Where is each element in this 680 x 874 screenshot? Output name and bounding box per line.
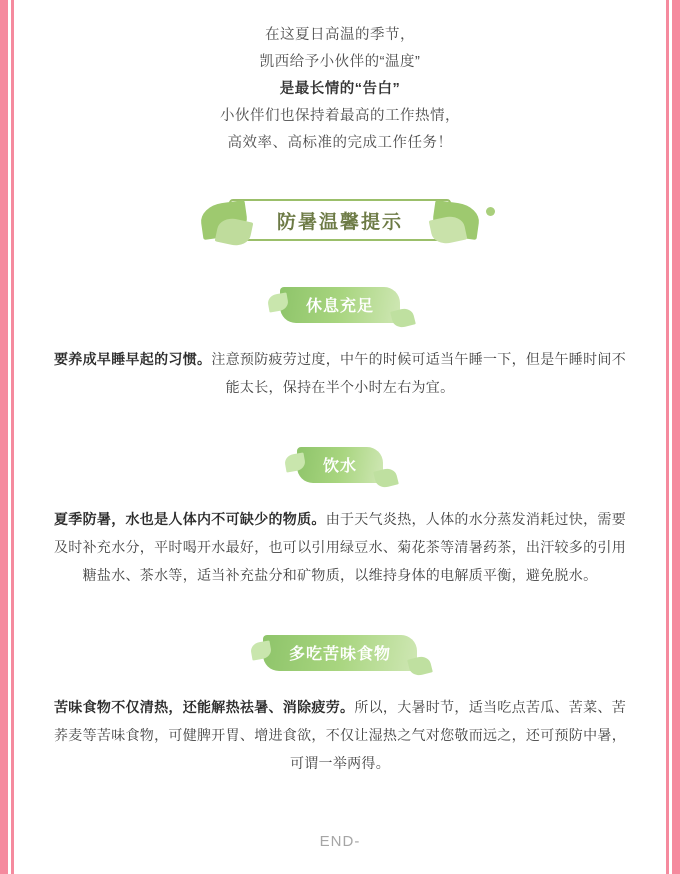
section-body-lead: 苦味食物不仅清热，还能解热祛暑、消除疲劳。 bbox=[54, 699, 355, 715]
section-body-rest: 所以，大暑时节，适当吃点苦瓜、苦菜、苦荞麦等苦味食物，可健脾开胃、增进食欲，不仅让湿热之气对您敬而远之，还可预防中暑，可谓一举两得。 bbox=[54, 699, 627, 771]
section-body bbox=[54, 345, 626, 401]
section-rest bbox=[20, 287, 660, 401]
section-heading-row bbox=[20, 447, 660, 483]
section-body-rest: 注意预防疲劳过度，中午的时候可适当午睡一下，但是午睡时间不能太长，保持在半个小时左右为宜。 bbox=[211, 351, 627, 395]
intro-line: 是最长情的“告白” bbox=[279, 81, 401, 97]
intro-line: 凯西给予小伙伴的“温度” bbox=[259, 54, 421, 70]
section-pill-label: 饮水 bbox=[297, 447, 383, 483]
right-border-inner-line bbox=[669, 0, 672, 874]
right-border-decoration bbox=[666, 0, 680, 874]
intro-line: 在这夏日高温的季节， bbox=[265, 27, 415, 43]
section-body-lead: 要养成早睡早起的习惯。 bbox=[54, 351, 212, 367]
section-pill-label: 休息充足 bbox=[280, 287, 400, 323]
intro-paragraph bbox=[20, 0, 660, 157]
section-body bbox=[54, 505, 626, 589]
banner-title: 防暑温馨提示 bbox=[276, 211, 403, 233]
article-content bbox=[20, 0, 660, 874]
dot-icon bbox=[486, 207, 495, 216]
section-body-rest: 由于天气炎热，人体的水分蒸发消耗过快，需要及时补充水分，平时喝开水最好，也可以引用绿豆水、菊花茶等清暑药茶，出汗较多的引用糖盐水、茶水等，适当补充盐分和矿物质，以维持身体的电解质平衡，避免脱水。 bbox=[54, 511, 627, 583]
banner-box bbox=[229, 199, 451, 241]
section-body-lead: 夏季防暑，水也是人体内不可缺少的物质。 bbox=[54, 511, 326, 527]
section-bitter-food bbox=[20, 635, 660, 777]
main-banner bbox=[20, 199, 660, 241]
intro-line: 高效率、高标准的完成工作任务！ bbox=[227, 135, 453, 151]
left-border-inner-line bbox=[8, 0, 11, 874]
section-pill-label: 多吃苦味食物 bbox=[263, 635, 417, 671]
intro-line: 小伙伴们也保持着最高的工作热情， bbox=[220, 108, 460, 124]
section-heading-row bbox=[20, 287, 660, 323]
left-border-decoration bbox=[0, 0, 14, 874]
section-water bbox=[20, 447, 660, 589]
end-label: END- bbox=[319, 833, 361, 850]
section-heading-row bbox=[20, 635, 660, 671]
section-body bbox=[54, 693, 626, 777]
